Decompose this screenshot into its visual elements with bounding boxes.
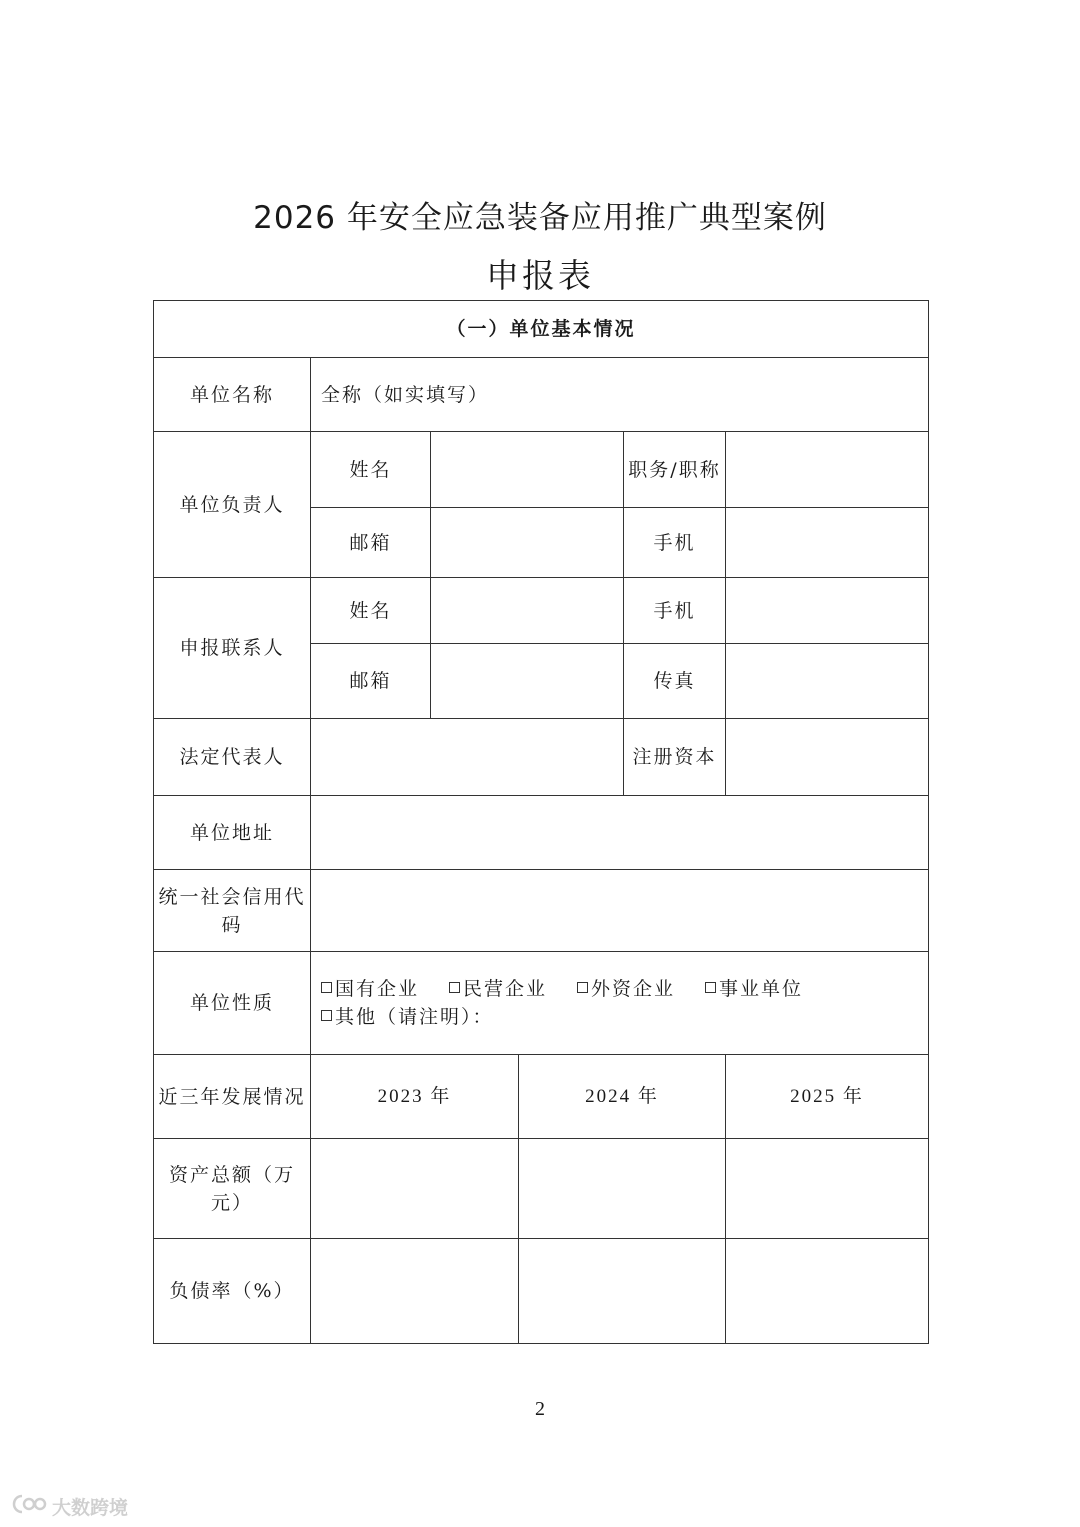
credit-code-field[interactable] (311, 870, 929, 952)
unit-head-mobile-label: 手机 (624, 508, 726, 578)
legal-rep-field[interactable] (311, 719, 624, 796)
nature-option-foreign[interactable]: 外资企业 (577, 978, 675, 1000)
year-2023-header: 2023 年 (311, 1055, 519, 1139)
unit-name-label: 单位名称 (154, 358, 311, 432)
page-number: 2 (535, 1398, 545, 1420)
unit-head-mobile-field[interactable] (726, 508, 929, 578)
debt-ratio-2023-field[interactable] (311, 1239, 519, 1344)
year-2025-header: 2025 年 (726, 1055, 929, 1139)
checkbox-icon (577, 982, 588, 993)
assets-2025-field[interactable] (726, 1139, 929, 1239)
unit-head-email-label: 邮箱 (311, 508, 431, 578)
application-form-table (153, 300, 929, 1344)
contact-name-field[interactable] (431, 578, 624, 644)
contact-fax-label: 传真 (624, 644, 726, 719)
checkbox-icon (321, 982, 332, 993)
contact-mobile-field[interactable] (726, 578, 929, 644)
unit-head-position-field[interactable] (726, 432, 929, 508)
unit-name-field[interactable]: 全称（如实填写） (311, 358, 929, 432)
unit-head-position-label: 职务/职称 (624, 432, 726, 508)
debt-ratio-2024-field[interactable] (519, 1239, 726, 1344)
checkbox-icon (321, 1010, 332, 1021)
debt-ratio-2025-field[interactable] (726, 1239, 929, 1344)
unit-head-name-label: 姓名 (311, 432, 431, 508)
document-title: 2026 年安全应急装备应用推广典型案例 (253, 200, 827, 236)
debt-ratio-label: 负债率（%） (154, 1239, 311, 1344)
contact-name-label: 姓名 (311, 578, 431, 644)
development-label: 近三年发展情况 (154, 1055, 311, 1139)
capital-field[interactable] (726, 719, 929, 796)
watermark (12, 1493, 128, 1520)
unit-head-name-field[interactable] (431, 432, 624, 508)
nature-option-other[interactable]: 其他（请注明）： (321, 1006, 494, 1028)
contact-email-label: 邮箱 (311, 644, 431, 719)
capital-label: 注册资本 (624, 719, 726, 796)
document-subtitle: 申报表 (486, 256, 594, 295)
contact-mobile-label: 手机 (624, 578, 726, 644)
contact-label: 申报联系人 (154, 578, 311, 719)
legal-rep-label: 法定代表人 (154, 719, 311, 796)
nature-options (311, 952, 929, 1055)
nature-option-institution[interactable]: 事业单位 (705, 978, 803, 1000)
year-2024-header: 2024 年 (519, 1055, 726, 1139)
nature-label: 单位性质 (154, 952, 311, 1055)
checkbox-icon (705, 982, 716, 993)
watermark-text: 大数跨境 (52, 1497, 129, 1519)
contact-email-field[interactable] (431, 644, 624, 719)
assets-2024-field[interactable] (519, 1139, 726, 1239)
section-heading: （一）单位基本情况 (154, 301, 929, 358)
nature-option-private[interactable]: 民营企业 (449, 978, 547, 1000)
credit-code-label: 统一社会信用代码 (154, 870, 311, 952)
unit-head-email-field[interactable] (431, 508, 624, 578)
contact-fax-field[interactable] (726, 644, 929, 719)
address-label: 单位地址 (154, 796, 311, 870)
unit-head-label: 单位负责人 (154, 432, 311, 578)
checkbox-icon (449, 982, 460, 993)
assets-label: 资产总额（万元） (154, 1139, 311, 1239)
brand-logo-icon (12, 1493, 48, 1520)
address-field[interactable] (311, 796, 929, 870)
assets-2023-field[interactable] (311, 1139, 519, 1239)
nature-option-state[interactable]: 国有企业 (321, 978, 419, 1000)
